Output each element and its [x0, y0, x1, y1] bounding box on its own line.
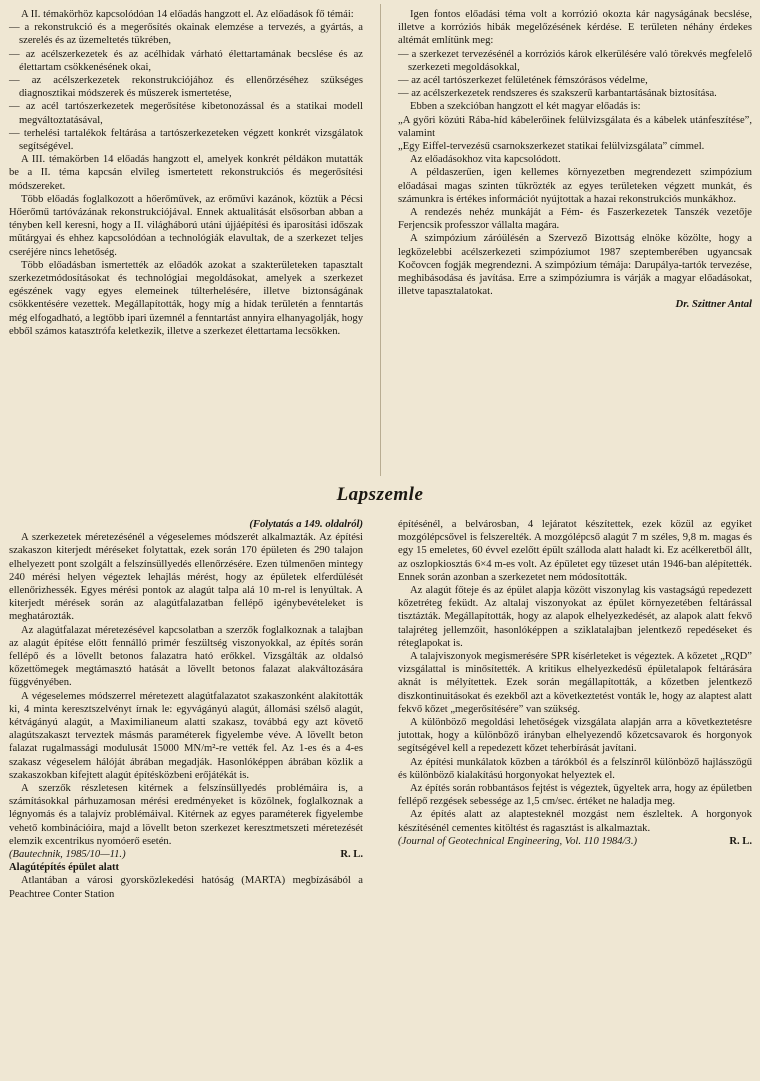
paragraph: Az alagútfalazat méretezésével kapcsolatban a szerzők foglalkoznak a talajban az alagút építése előtt fennálló primér feszültség viszonyokkal, az építés során fellépő és a lövellt betonos falazatra ható erőkkel. Vizsgálták az oldalsó kőzettömegek megtámasztó hatását a lövellt betonos falazat alakváltozására függvényében.	[9, 624, 363, 689]
paragraph: Több előadásban ismertették az előadók azokat a szakterületeken tapasztalt szerkezetmódosításokat és technológiai megoldásokat, amelyek a szerkezet egészének vagy egyes elemeinek túlterhelésére, illetve biztonságának csökkentésére vezettek. Megállapították, hogy míg a hidak területén a fenntartás még elfogadható, a legtöbb ipari üzemnél a fenntartást annyira elhanyagolják, hogy ebből számos katasztrófa keletkezik, illetve a szerkezet élettartama lecsökken.	[9, 259, 363, 337]
paragraph: A II. témakörhöz kapcsolódóan 14 előadás hangzott el. Az előadások fő témái:	[21, 9, 354, 20]
subheading: Alagútépítés épület alatt	[9, 862, 120, 874]
column-divider	[380, 4, 381, 476]
list-item: — az acélszerkezetek rekonstrukciójához és ellenőrzéséhez szükséges diagnosztikai módszerek és műszerek ismertetése,	[9, 74, 363, 100]
list-item: — az acélszerkezetek és az acélhidak várható élettartamának becslése és az élettartam csökkenésének okai,	[9, 48, 363, 74]
paragraph: A talajviszonyok megismerésére SPR kísérleteket is végeztek. A kőzetet „RQD” vizsgálattal is minősítették. A kritikus elhelyezkedésű épületalapok feltárására aknát is mélyítettek. Ezek során megállapították, a kőzetben jelentkező diszkontinuitásokat és ezekből azt a következtetést vonták le, hogy az alaptest alatt fekvő kőzet „megerősítésére” van szükség.	[398, 651, 752, 715]
reviewer-initials: R. L.	[340, 849, 363, 861]
list-item: — terhelési tartalékok feltárása a tartószerkezeteken végzett konkrét vizsgálatok segítségével.	[9, 127, 363, 153]
column-bottom-right	[398, 518, 752, 848]
column-top-right	[398, 8, 752, 312]
paragraph: A III. témakörben 14 előadás hangzott el, amelyek konkrét példákon mutatták be a II. téma kapcsán elvileg ismertetett rekonstrukciós és megerősítési módszereket.	[9, 154, 363, 192]
list-item: — az acél tartószerkezetek megerősítése kibetonozással és a statikai modell megváltoztatásával,	[9, 100, 363, 126]
column-top-left	[9, 8, 363, 338]
list-item: — a rekonstrukció és a megerősítés okainak elemzése a tervezés, a gyártás, a szerelés és az üzemeltetés tükrében,	[9, 21, 363, 47]
list-item: — az acélszerkezetek rendszeres és szakszerű karbantartásának biztosítása.	[398, 87, 752, 100]
source-citation	[398, 835, 752, 848]
source-citation	[9, 848, 363, 861]
paragraph: Az építési munkálatok közben a tárókból és a felszínről különböző hajlásszögű és különböző kialakítású horgonyokat helyeztek el.	[398, 756, 752, 781]
paragraph: A szerkezetek méretezésénél a végeselemes módszerét alkalmazták. Az építési szakaszon kiterjedt méréseket folytattak, ezek során 170 épületen és 290 talajon elhelyezett pont szolgált a felszínsüllyedés ellenőrzésére. Ezen túlmenően mintegy 240 mérési helyen végeztek lehajlás mérést, hogy az épületek elferdülését ellenőrizhessék. Egyes mérési pontok az alagút talpa alá 10 m-rel is lenyúltak. A kiterjedt mérések során az alagútfalazatban fellépő igénybevételeket is meghatározták.	[9, 532, 363, 623]
paragraph: A különböző megoldási lehetőségek vizsgálata alapján arra a következtetésre jutottak, hogy a különböző irányban elhelyezendő kőzetcsavarok és horgonyok segítségével kell a repedezett kőzet teherbírását javítani.	[398, 717, 752, 755]
column-bottom-left	[9, 518, 363, 901]
paragraph: Igen fontos előadási téma volt a korrózió okozta kár nagyságának becslése, illetve a korróziós hibák megelőzésének kérdése. E területen néhány érdekes altémát említünk meg:	[398, 9, 752, 47]
paragraph: építésénél, a belvárosban, 4 lejáratot készítettek, ezek közül az egyiket mozgólépcsővel is felszerelték. A mozgólépcső alagút 7 m széles, 9,8 m. magas és egy 15 emeletes, 60 évvel ezelőtt épült szálloda alatt haladt ki. Ez acélkeretből állt, az oszlopkiosztás 6×4 m-es volt. Az épületet egy tűzeset után 1946-ban alépítették. Ennek során azonban a szerkezetet nem módosították.	[398, 519, 752, 583]
paragraph: Atlantában a városi gyorsközlekedési hatóság (MARTA) megbízásából a Peachtree Conter Station	[9, 875, 363, 900]
paragraph: Az alagút főteje és az épület alapja között viszonylag kis vastagságú repedezett kőzetréteg feküdt. Az altalaj viszonyokat az épület környezetében feltárással tisztázták. Megállapították, hogy az alapok elhelyezkedését, az alapok alatt fekvő talajréteg jellemzőit, hasonlóképpen a sziklatalajban jelentkező repedéseket és réteglapokat is.	[398, 585, 752, 649]
paragraph: Az előadásokhoz vita kapcsolódott.	[410, 154, 561, 166]
paragraph: Az építés során robbantásos fejtést is végeztek, ügyeltek arra, hogy az épületben fellépő rezgések sebessége az 1,5 cm/sec. értéket ne haladja meg.	[398, 783, 752, 808]
paragraph: „Egy Eiffel-tervezésű csarnokszerkezet statikai felülvizsgálata” címmel.	[398, 141, 705, 153]
paragraph: Ebben a szekcióban hangzott el két magyar előadás is:	[410, 101, 641, 113]
paragraph: Az építés alatt az alaptesteknél mozgást nem észleltek. A horgonyok készítésénél cementes kitöltést és ragasztást is alkalmaztak.	[398, 809, 752, 834]
paragraph: A szimpózium záróülésén a Szervező Bizottság elnöke közölte, hogy a legközelebbi acélszerkezeti szimpóziumot 1987 szeptemberében ugyancsak Kočovcen fogják megrendezni. A szimpózium témája: Darupálya-tartók tervezése, meghibásodása és javítása. Erre a szimpóziumra is várják a magyar előadásokat, illetve tapasztalatokat.	[398, 233, 752, 298]
citation-text: (Bautechnik, 1985/10—11.)	[9, 849, 126, 861]
paragraph: A szerzők részletesen kitérnek a felszínsüllyedés problémáira is, a számításokkal párhuzamosan mérési eredményeket is közölnek, foglalkoznak a légnyomás és a talajvíz problémáival. Kitérnek az egyes paraméterek figyelembe vehető kombinációira, majd a lövellt beton szerkezet keresztmetszeti méretezését elemzik excentrikus nyomóerő esetén.	[9, 783, 363, 847]
author-signature: Dr. Szittner Antal	[675, 299, 752, 311]
paragraph: „A győri közúti Rába-híd kábelerőinek felülvizsgálata és a kábelek utánfeszítése”, valamint	[398, 114, 752, 139]
paragraph: A végeselemes módszerrel méretezett alagútfalazatot szakaszonként alakították ki, 4 minta keresztszelvényt írnak le: egyvágányú alagút, állomási szélső alagút, kétvágányú alagút, a Maximilianeum alatti szakasz, továbbá egy azt követő alagútszakaszt terveztek másmás paraméterek figyelembe véve. A lövellt beton falazat rugalmassági modulusát 15000 MN/m²-re vették fel. Az 1-es és a 4-es szakasz végeselem hálóját ábrában megadják. Hasonlóképpen ábrában közlik a szakaszokban kifejtett alagút építésközbeni erőjátékát is.	[9, 690, 363, 781]
citation-text: (Journal of Geotechnical Engineering, Vol. 110 1984/3.)	[398, 835, 637, 847]
list-item: — a szerkezet tervezésénél a korróziós károk elkerülésére való törekvés megfelelő szerkezeti megoldásokkal,	[398, 48, 752, 74]
reviewer-initials: R. L.	[729, 835, 752, 847]
paragraph: A rendezés nehéz munkáját a Fém- és Faszerkezetek Tanszék vezetője Ferjencsik professzor vállalta magára.	[398, 207, 752, 232]
continuation-note: (Folytatás a 149. oldalról)	[249, 519, 363, 530]
paragraph: A példaszerűen, igen kellemes környezetben megrendezett szimpózium előadásai magas szinten tükrözték az egyes területeken végzett munkát, és számunkra is értékes információt nyújtottak a hazai rekonstrukciós munkákhoz.	[398, 167, 752, 205]
section-title: Lapszemle	[336, 484, 424, 505]
paragraph: Több előadás foglalkozott a hőerőművek, az erőművi kazánok, köztük a Pécsi Hőerőmű tartóvázának rekonstrukciójával. Ennek aktualitását elsősorban abban a tényben kell keresni, hogy a II. világháború utáni újjáépítési és iparosítási időszak műtárgyai és ehhez kapcsolódóan a technológiák elavultak, de a szerkezet teljes cseréjére nincs lehetőség.	[9, 193, 363, 258]
list-item: — az acél tartószerkezet felületének fémszórásos védelme,	[398, 74, 752, 87]
